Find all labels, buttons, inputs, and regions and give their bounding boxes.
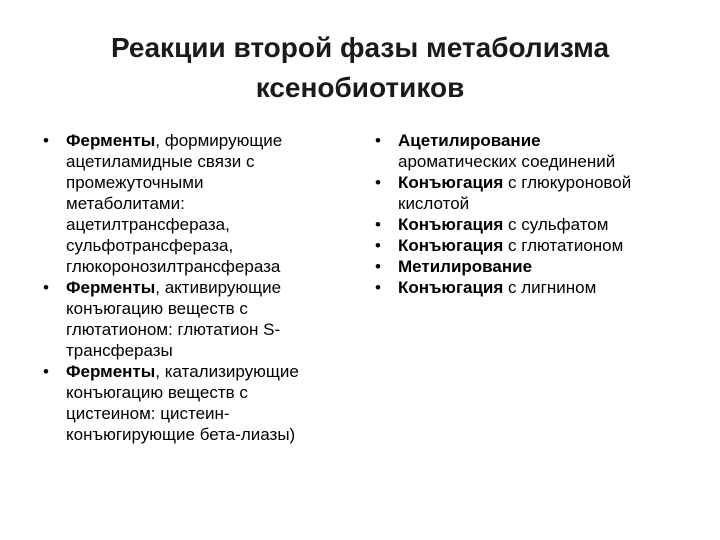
bullet-term: Ферменты: [66, 362, 156, 381]
bullet-item: [368, 172, 708, 214]
bullet-text: конъюгацию веществ с: [66, 299, 248, 318]
bullet-term: Конъюгация: [398, 236, 504, 255]
bullet-text: ацетиламидные связи с: [66, 152, 255, 171]
bullet-item: [36, 277, 356, 361]
slide-title: [0, 28, 720, 108]
bullet-text: с сульфатом: [503, 215, 609, 234]
bullet-term: Ферменты: [66, 278, 156, 297]
bullet-term: Ферменты: [66, 131, 156, 150]
bullet-item: [368, 277, 708, 298]
bullet-item: [36, 361, 356, 445]
bullet-text: промежуточными: [66, 173, 204, 192]
bullet-term: Конъюгация: [398, 278, 504, 297]
bullet-text: цистеином: цистеин-: [66, 404, 230, 423]
bullet-text: сульфотрансфераза,: [66, 236, 234, 255]
bullet-text: метаболитами:: [66, 194, 185, 213]
bullet-item: [368, 256, 708, 277]
bullet-text: конъюгирующие бета-лиазы): [66, 425, 296, 444]
bullet-text: трансферазы: [66, 341, 173, 360]
bullet-text: с глютатионом: [503, 236, 624, 255]
bullet-term: Конъюгация: [398, 173, 504, 192]
bullet-term: Ацетилирование: [398, 131, 541, 150]
bullet-item: [368, 235, 708, 256]
bullet-text: глютатионом: глютатион S-: [66, 320, 281, 339]
reactions-bullet-list: [368, 130, 708, 298]
bullet-item: [368, 130, 708, 172]
bullet-text: кислотой: [398, 194, 470, 213]
enzymes-bullet-list: [36, 130, 356, 445]
bullet-text: глюкоронозилтрансфераза: [66, 257, 281, 276]
bullet-item: [36, 130, 356, 277]
bullet-text: , катализирующие: [155, 362, 299, 381]
bullet-term: Конъюгация: [398, 215, 504, 234]
bullet-text: , активирующие: [155, 278, 282, 297]
bullet-text: конъюгацию веществ с: [66, 383, 248, 402]
slide-title-line-2: ксенобиотиков: [255, 72, 465, 103]
bullet-term: Метилирование: [398, 257, 533, 276]
bullet-text: ацетилтрансфераза,: [66, 215, 230, 234]
bullet-item: [368, 214, 708, 235]
bullet-text: с лигнином: [503, 278, 597, 297]
slide-title-line-1: Реакции второй фазы метаболизма: [110, 32, 610, 63]
bullet-text: с глюкуроновой: [503, 173, 632, 192]
bullet-text: ароматических соединений: [398, 152, 616, 171]
bullet-text: , формирующие: [155, 131, 283, 150]
